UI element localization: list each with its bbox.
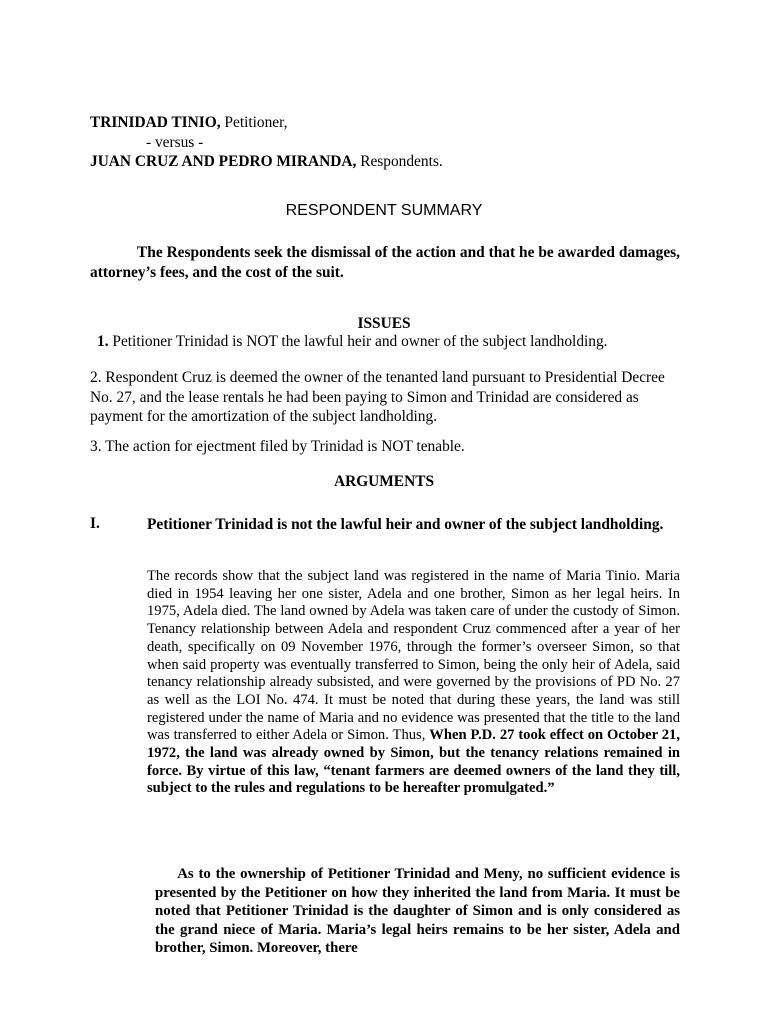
case-caption [90, 113, 443, 172]
issue-text: The action for ejectment filed by Trinidad is NOT tenable. [101, 438, 465, 455]
issue-item-3 [90, 438, 465, 456]
issue-item-1 [97, 333, 608, 351]
issue-number: 2. [90, 369, 102, 386]
summary-body: The Respondents seek the dismissal of the action and that he be awarded damages, attorney’s fees, and the cost of the suit. [90, 244, 680, 281]
respondents-role: Respondents. [356, 153, 443, 170]
versus-line: - versus - [146, 133, 204, 151]
issues-title: ISSUES [357, 315, 411, 332]
arguments-title: ARGUMENTS [333, 473, 435, 490]
issue-text: Respondent Cruz is deemed the owner of the tenanted land pursuant to Presidential Decree No. 27, and the lease rentals he had been paying to Simon and Trinidad are considered as payment for the amortization of the subject landholding. [90, 369, 665, 425]
petitioner-line [90, 113, 443, 133]
argument-number: I. [90, 515, 100, 532]
argument-paragraph-1 [147, 568, 680, 798]
issue-number: 3. [90, 438, 102, 455]
paragraph-text: As to the ownership of Petitioner Trinidad and Meny, no sufficient evidence is presented by the Petitioner on how they inherited the land from Maria. It must be noted that Petitioner Trinidad is the daughter of Simon and is only considered as the grand niece of Maria. Maria’s legal heirs remains to be her sister, Adela and brother, Simon. Moreover, there [155, 866, 680, 956]
respondents-line [90, 152, 443, 172]
argument-heading: Petitioner Trinidad is not the lawful heir and owner of the subject landholding. [147, 516, 664, 533]
argument-paragraph-2 [155, 865, 680, 958]
paragraph-plain-text: The records show that the subject land was registered in the name of Maria Tinio. Maria died in 1954 leaving her one sister, Adela and one brother, Simon as her legal heirs. In 1975, Adela died. The land owned by Adela was taken care of under the custody of Simon. Tenancy relationship between Adela and respondent Cruz commenced after a year of her death, specifically on 09 November 1976, through the former’s overseer Simon, so that when said property was eventually transferred to Simon, being the only heir of Adela, said tenancy relationship already subsisted, and were governed by the provisions of PD No. 27 as well as the LOI No. 474. It must be noted that during these years, the land was still registered under the name of Maria and no evidence was presented that the title to the land was transferred to either Adela or Simon. Thus, [147, 568, 680, 744]
petitioner-role: Petitioner, [220, 114, 288, 131]
issue-item-2 [90, 368, 690, 427]
respondents-name: JUAN CRUZ AND PEDRO MIRANDA, [90, 153, 357, 170]
petitioner-name: TRINIDAD TINIO, [90, 114, 221, 131]
issue-number: 1. [97, 333, 109, 350]
paragraph-bold-text: When P.D. 27 took effect on October 21, 1972, the land was already owned by Simon, but the tenancy relations remained in force. By virtue of this law, “tenant farmers are deemed owners of the land they till, subject to the rules and regulations to be hereafter promulgated.” [147, 727, 680, 797]
issue-text: Petitioner Trinidad is NOT the lawful heir and owner of the subject landholding. [108, 333, 608, 350]
summary-title: RESPONDENT SUMMARY [285, 202, 483, 219]
